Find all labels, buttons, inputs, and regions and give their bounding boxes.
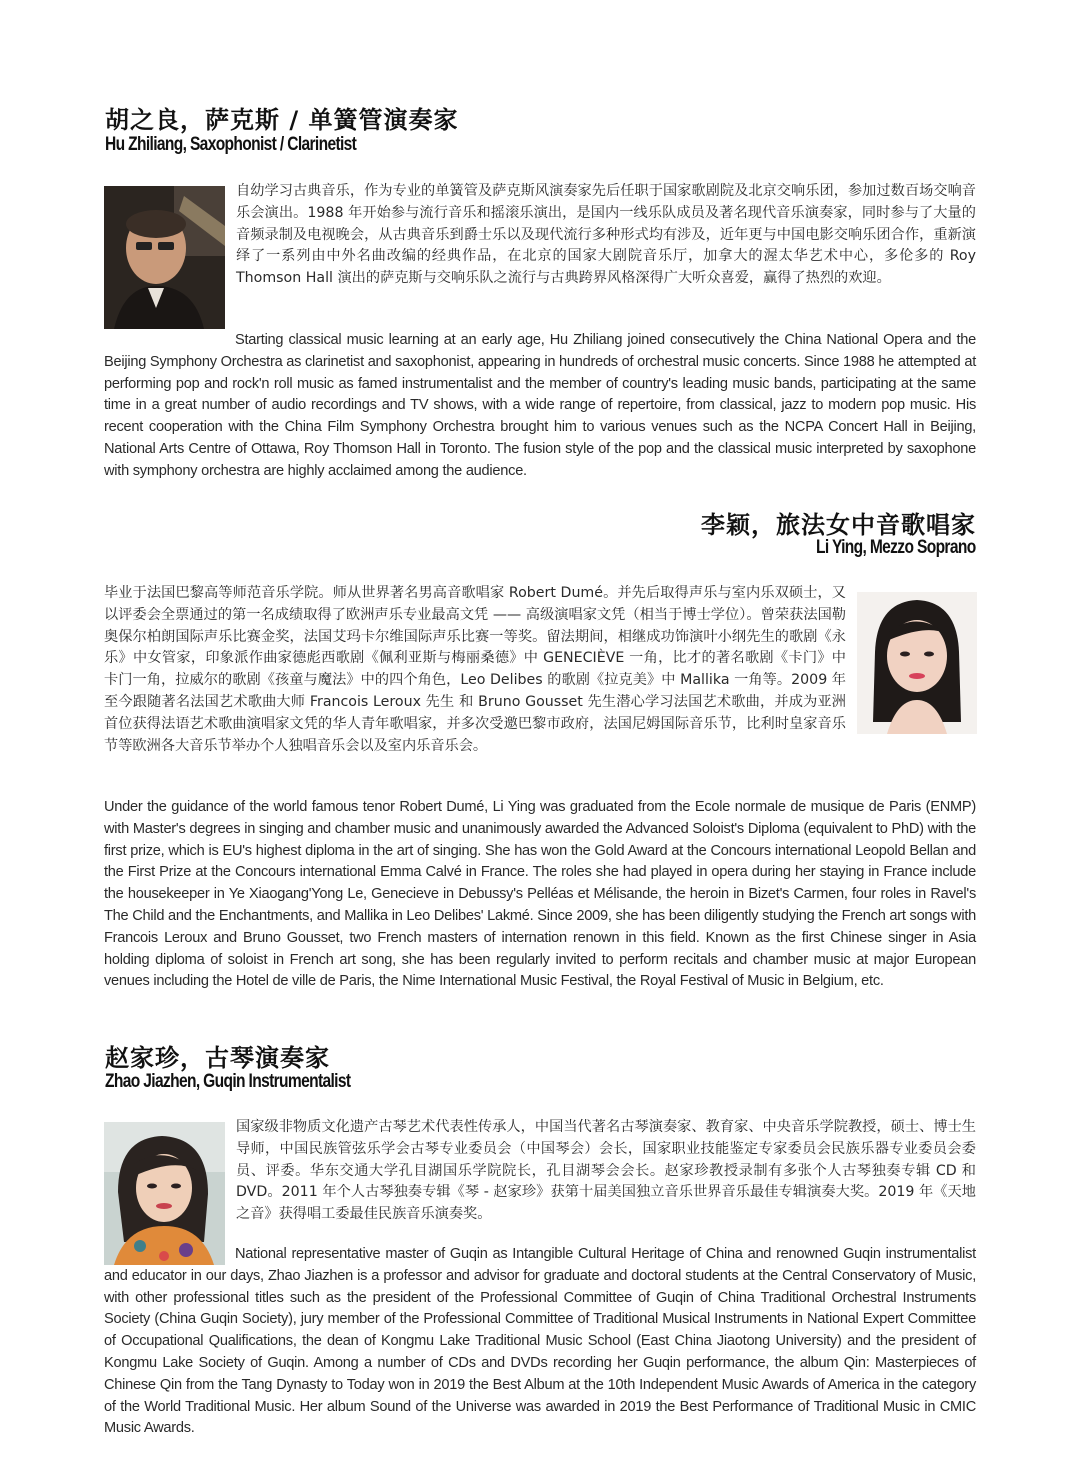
zhao-bio-zh: 国家级非物质文化遗产古琴艺术代表性传承人，中国当代著名古琴演奏家、教育家、中央音乐学院教授，硕士、博士生导师，中国民族管弦乐学会古琴专业委员会（中国琴会）会长，国家职业技能鉴定专家委员会民族乐器专业委员会委员、评委。华东交通大学孔目湖国乐学院院长，孔目湖琴会会长。赵家珍教授录制有多张个人古琴独奏专辑 CD 和 DVD。2011 年个人古琴独奏专辑《琴 - 赵家珍》获第十届美国独立音乐世界音乐最佳专辑演奏大奖。2019 年《天地之音》获得唱工委最佳民族音乐演奏奖。 xyxy=(236,1119,976,1223)
li-bio-en: Under the guidance of the world famous tenor Robert Dumé, Li Ying was graduated from the Ecole normale de musique de Paris (ENMP) with Master's degrees in singing and chamber music and unanimously awarded the Advanced Soloist's Diploma (equivalent to PhD) with the first prize, which is EU's highest diploma in the art of singing. She has won the Gold Award at the Concours international Leopold Bellan and the First Prize at the Concours international Emma Calvé in France. The roles she had played in opera during her staying in France include the housekeeper in Ye Xiaogang'Yong Le, Genecieve in Debussy's Pelléas et Mélisande, the heroin in Bizet's Carmen, four roles in Ravel's The Child and the Enchantments, and Mallika in Leo Delibes' Lakmé. Since 2009, she has been diligently studying the French art songs with Francois Leroux and Bruno Gousset, two French masters of internation renown in this field. Known as the first Chinese singer in Asia holding diploma of soloist in French art song, she has been regularly invited to perform recitals and chamber music at major European venues including the Hotel de ville de Paris, the Nime International Music Festival, the Royal Festival of Music in Belgium, etc. xyxy=(104,799,976,990)
hu-title-zh: 胡之良，萨克斯 / 单簧管演奏家 xyxy=(105,106,459,134)
li-bio-zh: 毕业于法国巴黎高等师范音乐学院。师从世界著名男高音歌唱家 Robert Dumé。并先后取得声乐与室内乐双硕士，又以评委会全票通过的第一名成绩取得了欧洲声乐专业最高文凭 —— 高级演唱家文凭（相当于博士学位）。曾荣获法国勒奥保尔柏朗国际声乐比赛金奖，法国艾玛卡尔维国际声乐比赛一等奖。留法期间，相继成功饰演叶小纲先生的歌剧《永乐》中女管家，印象派作曲家德彪西歌剧《佩利亚斯与梅丽桑德》中 GENECIÈVE 一角，比才的著名歌剧《卡门》中卡门一角，拉威尔的歌剧《孩童与魔法》中的四个角色，Leo Delibes 的歌剧《拉克美》中 Mallika 一角等。2009 年至今跟随著名法国艺术歌曲大师 Francois Leroux 先生 和 Bruno Gousset 先生潜心学习法国艺术歌曲，并成为亚洲首位获得法语艺术歌曲演唱家文凭的华人青年歌唱家，并多次受邀巴黎市政府，法国尼姆国际音乐节，比利时皇家音乐节等欧洲各大音乐节举办个人独唱音乐会以及室内乐音乐会。 xyxy=(104,585,846,754)
hu-portrait-photo xyxy=(104,186,225,329)
zhao-bio-en: National representative master of Guqin as Intangible Cultural Heritage of China and renowned Guqin instrumentalist and educator in our days, Zhao Jiazhen is a professor and advisor for graduate and doctoral students at the Central Conservatory of Music, with other professional titles such as the president of the Professional Committee of Guqin of China Traditional Orchestral Instruments Society (China Guqin Society), jury member of the Professional Committee of Traditional Musical Instruments in National Expert Committee of Occupational Qualifications, the dean of Kongmu Lake Traditional Music School (East China Jiaotong University) and the president of Kongmu Lake Society of Guqin. Among a number of CDs and DVDs recording her Guqin performance, the album Qin: Masterpieces of Chinese Qin from the Tang Dynasty to Today won in 2019 the Best Album at the 10th Independent Music Awards of America in the category of the World Traditional Music. Her album Sound of the Universe was awarded in 2019 the Best Performance of Traditional Music in CMIC Music Awards. xyxy=(104,1246,976,1437)
hu-title-en: Hu Zhiliang, Saxophonist / Clarinetist xyxy=(105,134,357,155)
li-title-zh: 李颖，旅法女中音歌唱家 xyxy=(701,511,976,539)
hu-bio-zh: 自幼学习古典音乐，作为专业的单簧管及萨克斯风演奏家先后任职于国家歌剧院及北京交响乐团，参加过数百场交响音乐会演出。1988 年开始参与流行音乐和摇滚乐演出，是国内一线乐队成员及著名现代音乐演奏家，同时参与了大量的音频录制及电视晚会，从古典音乐到爵士乐以及现代流行多种形式均有涉及，近年更与中国电影交响乐团合作，重新演绎了一系列由中外名曲改编的经典作品，在北京的国家大剧院音乐厅，加拿大的渥太华艺术中心，多伦多的 Roy Thomson Hall 演出的萨克斯与交响乐队之流行与古典跨界风格深得广大听众喜爱，赢得了热烈的欢迎。 xyxy=(236,183,976,287)
hu-bio-en: Starting classical music learning at an early age, Hu Zhiliang joined consecutively the China National Opera and the Beijing Symphony Orchestra as clarinetist and saxophonist, appearing in hundreds of orchestral music concerts. Since 1988 he attempted at performing pop and rock'n roll music as famed instrumentalist and the member of country's leading music bands, participating at the same time in a great number of audio recordings and TV shows, with a wide range of repertoire, from classical, jazz to modern pop music. His recent cooperation with the China Film Symphony Orchestra brought him to various venues such as the NCPA Concert Hall in Beijing, National Arts Centre of Ottawa, Roy Thomson Hall in Toronto. The fusion style of the pop and the classical music interpreted by saxophone with symphony orchestra are highly acclaimed among the audience. xyxy=(104,332,976,479)
li-portrait-photo xyxy=(857,592,977,734)
zhao-title-zh: 赵家珍，古琴演奏家 xyxy=(105,1044,330,1072)
li-title-en: Li Ying, Mezzo Soprano xyxy=(816,537,976,558)
zhao-title-en: Zhao Jiazhen, Guqin Instrumentalist xyxy=(105,1071,351,1092)
